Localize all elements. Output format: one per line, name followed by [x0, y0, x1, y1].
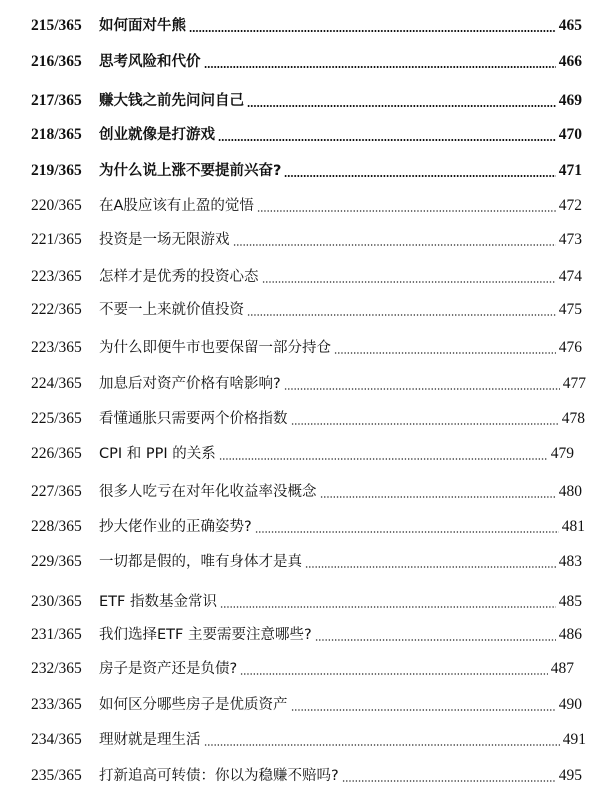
toc-entry-number: 225/365: [31, 410, 82, 427]
toc-entry-title: 为什么即便牛市也要保留一部分持仓: [99, 333, 332, 363]
toc-entry-title: 很多人吃亏在对年化收益率没概念: [99, 477, 318, 507]
toc-entry-title: 怎样才是优秀的投资心态: [99, 262, 260, 292]
toc-dot-leader: [233, 244, 556, 246]
toc-entry[interactable]: [0, 120, 610, 150]
toc-entry-page: 466: [558, 47, 582, 77]
toc-entry-page: 485: [558, 587, 582, 617]
toc-dot-leader: [342, 780, 556, 782]
toc-entry-title: 在A股应该有止盈的觉悟: [99, 191, 255, 221]
toc-entry[interactable]: [0, 156, 610, 186]
toc-entry[interactable]: [0, 761, 610, 791]
toc-entry-number: 227/365: [31, 483, 82, 500]
toc-entry-title: 房子是资产还是负债?: [99, 654, 238, 684]
toc-entry[interactable]: [0, 404, 610, 434]
toc-entry-number: 232/365: [31, 660, 82, 677]
toc-entry-page: 486: [558, 620, 582, 650]
toc-entry-number: 226/365: [31, 445, 82, 462]
toc-entry-title: 投资是一场无限游戏: [99, 225, 231, 255]
toc-entry-number: 229/365: [31, 553, 82, 570]
toc-entry[interactable]: [0, 262, 610, 292]
toc-entry-title: 为什么说上涨不要提前兴奋?: [99, 156, 282, 186]
toc-entry-number: 217/365: [31, 92, 82, 109]
toc-dot-leader: [291, 423, 559, 425]
toc-entry-title: 如何区分哪些房子是优质资产: [99, 690, 289, 720]
toc-dot-leader: [257, 210, 556, 212]
toc-entry-page: 475: [558, 295, 582, 325]
toc-entry-page: 490: [558, 690, 582, 720]
toc-entry-number: 233/365: [31, 696, 82, 713]
toc-dot-leader: [247, 314, 556, 316]
toc-dot-leader: [189, 30, 556, 32]
toc-entry-number: 216/365: [31, 53, 82, 70]
toc-entry-page: 473: [558, 225, 582, 255]
toc-entry[interactable]: [0, 225, 610, 255]
toc-entry-title: 不要一上来就价值投资: [99, 295, 245, 325]
toc-entry-title: CPI 和 PPI 的关系: [99, 439, 217, 469]
toc-entry[interactable]: [0, 333, 610, 363]
toc-entry[interactable]: [0, 547, 610, 577]
toc-entry[interactable]: [0, 295, 610, 325]
toc-entry-number: 223/365: [31, 339, 82, 356]
toc-dot-leader: [291, 709, 556, 711]
toc-entry-title: 我们选择ETF 主要需要注意哪些?: [99, 620, 313, 650]
toc-dot-leader: [219, 458, 548, 460]
toc-entry[interactable]: [0, 477, 610, 507]
toc-entry-page: 479: [550, 439, 574, 469]
toc-entry-page: 483: [558, 547, 582, 577]
toc-entry[interactable]: [0, 86, 610, 116]
toc-dot-leader: [284, 388, 560, 390]
toc-entry[interactable]: [0, 587, 610, 617]
toc-entry-title: 如何面对牛熊: [99, 11, 187, 41]
toc-entry-page: 477: [562, 369, 586, 399]
toc-entry-title: 看懂通胀只需要两个价格指数: [99, 404, 289, 434]
toc-entry-number: 230/365: [31, 593, 82, 610]
toc-entry-number: 235/365: [31, 767, 82, 784]
toc-dot-leader: [204, 66, 556, 68]
toc-entry-title: 赚大钱之前先问问自己: [99, 86, 245, 116]
toc-dot-leader: [334, 352, 556, 354]
toc-entry-number: 223/365: [31, 268, 82, 285]
toc-entry-page: 481: [561, 512, 585, 542]
toc-entry[interactable]: [0, 191, 610, 221]
toc-entry[interactable]: [0, 654, 610, 684]
toc-entry-page: 465: [558, 11, 582, 41]
toc-entry-page: 478: [561, 404, 585, 434]
toc-entry-page: 474: [558, 262, 582, 292]
toc-entry-title: 创业就像是打游戏: [99, 120, 216, 150]
toc-entry-number: 218/365: [31, 126, 82, 143]
toc-entry-title: 抄大佬作业的正确姿势?: [99, 512, 253, 542]
toc-entry[interactable]: [0, 620, 610, 650]
toc-dot-leader: [204, 744, 560, 746]
toc-entry-title: 打新追高可转债：你以为稳赚不赔吗?: [99, 761, 340, 791]
toc-entry-title: 加息后对资产价格有啥影响?: [99, 369, 282, 399]
toc-dot-leader: [247, 105, 556, 107]
toc-entry-number: 222/365: [31, 301, 82, 318]
toc-entry-page: 471: [558, 156, 582, 186]
toc-entry-page: 472: [558, 191, 582, 221]
toc-entry-page: 480: [558, 477, 582, 507]
toc-dot-leader: [255, 531, 559, 533]
toc-dot-leader: [315, 639, 556, 641]
toc-entry-number: 220/365: [31, 197, 82, 214]
toc-entry-title: 理财就是理生活: [99, 725, 202, 755]
toc-dot-leader: [320, 496, 556, 498]
toc-entry[interactable]: [0, 690, 610, 720]
toc-entry-page: 469: [558, 86, 582, 116]
toc-entry[interactable]: [0, 11, 610, 41]
toc-entry[interactable]: [0, 369, 610, 399]
toc-entry-page: 487: [550, 654, 574, 684]
toc-entry[interactable]: [0, 512, 610, 542]
toc-entry-number: 224/365: [31, 375, 82, 392]
toc-entry-page: 470: [558, 120, 582, 150]
toc-entry[interactable]: [0, 725, 610, 755]
toc-entry[interactable]: [0, 439, 610, 469]
toc-dot-leader: [220, 606, 556, 608]
toc-dot-leader: [284, 175, 556, 177]
toc-entry-number: 219/365: [31, 162, 82, 179]
toc-entry-number: 215/365: [31, 17, 82, 34]
toc-dot-leader: [262, 281, 556, 283]
toc-entry-number: 228/365: [31, 518, 82, 535]
toc-dot-leader: [218, 139, 556, 141]
toc-entry-title: ETF 指数基金常识: [99, 587, 218, 617]
toc-entry-title: 思考风险和代价: [99, 47, 202, 77]
toc-entry-page: 495: [558, 761, 582, 791]
toc-entry-number: 221/365: [31, 231, 82, 248]
toc-entry[interactable]: [0, 47, 610, 77]
toc-dot-leader: [305, 566, 556, 568]
toc-entry-title: 一切都是假的，唯有身体才是真: [99, 547, 303, 577]
toc-entry-page: 491: [562, 725, 586, 755]
toc-entry-number: 234/365: [31, 731, 82, 748]
toc-dot-leader: [240, 673, 548, 675]
toc-entry-number: 231/365: [31, 626, 82, 643]
toc-entry-page: 476: [558, 333, 582, 363]
